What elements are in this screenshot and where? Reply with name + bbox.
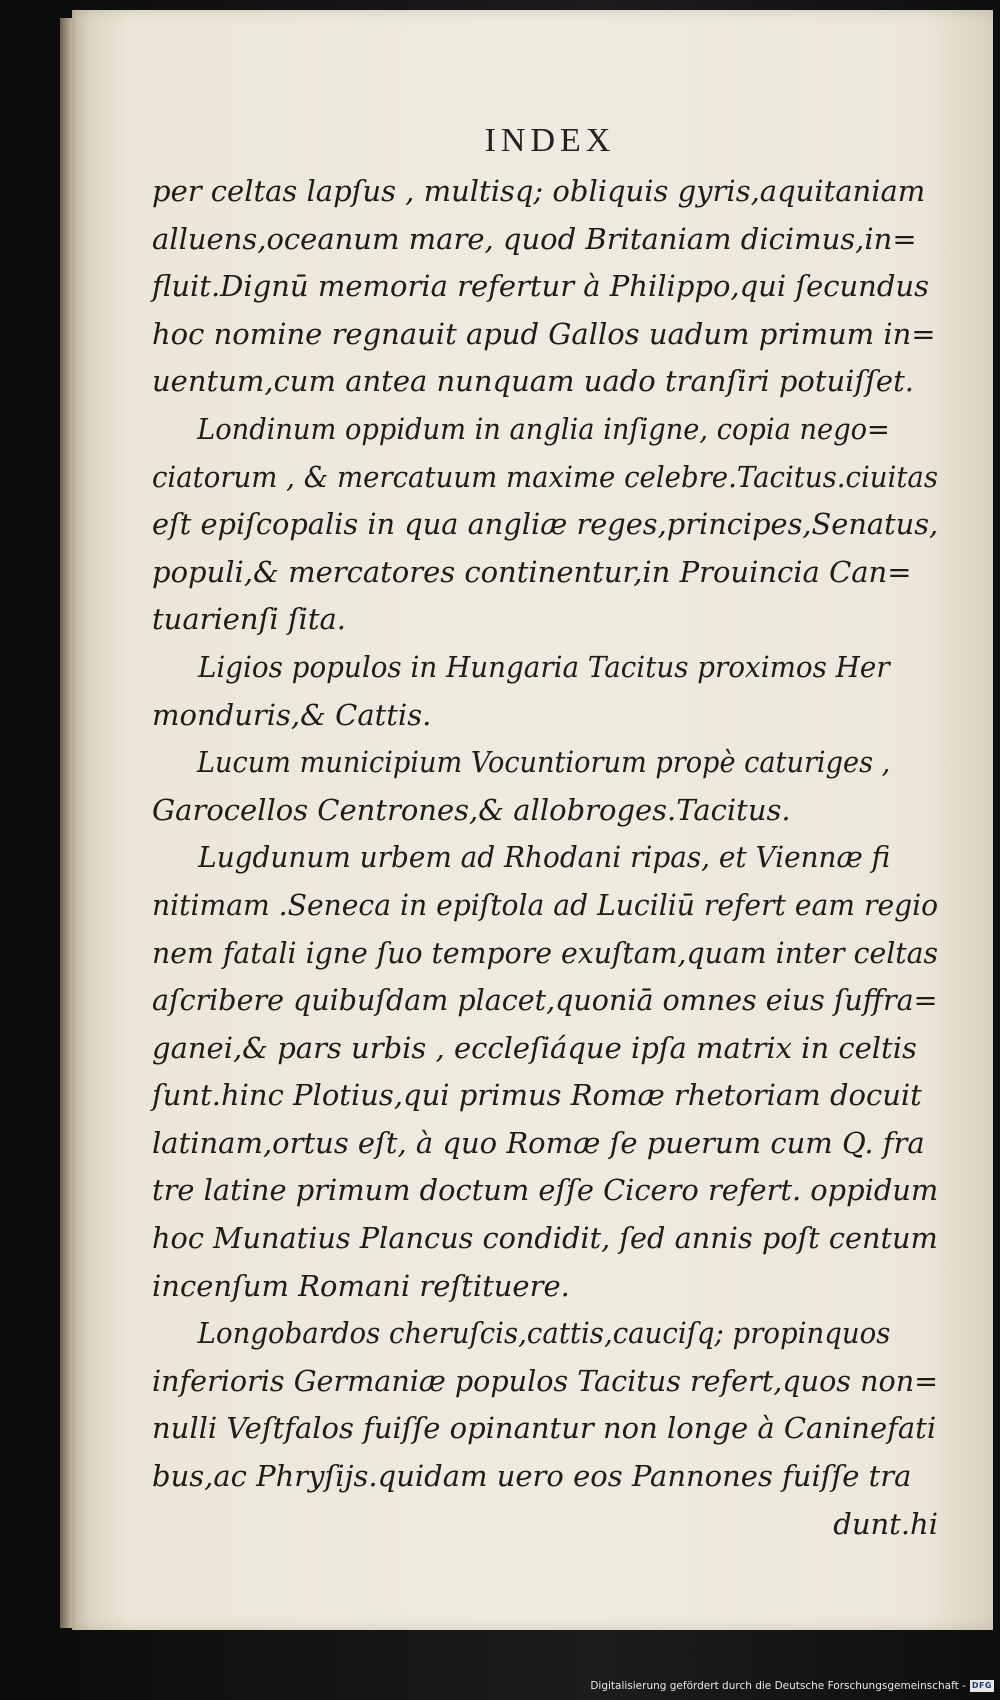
- text-line: nem fatali igne ſuo tempore exuſtam,quam inter celtas: [152, 935, 939, 970]
- text-line: fluit.Dignū memoria refertur à Philippo,qui ſecundus: [152, 269, 929, 304]
- text-line: aſcribere quibuſdam placet,quoniā omnes eius ſuffra=: [152, 983, 938, 1018]
- text-line: nulli Veſtfalos fuiſſe opinantur non longe à Caninefati: [152, 1411, 937, 1446]
- text-line: uentum,cum antea nunquam uado tranſiri potuiſſet.: [152, 364, 914, 399]
- catchword: dunt.hi: [833, 1506, 938, 1541]
- text-line: Londinum oppidum in anglia inſigne, copia nego=: [197, 411, 890, 446]
- text-line: monduris,& Cattis.: [152, 697, 432, 732]
- text-line: incenſum Romani reſtituere.: [152, 1268, 570, 1303]
- text-line: Lucum municipium Vocuntiorum propè caturiges ,: [196, 745, 891, 780]
- text-line: hoc nomine regnauit apud Gallos uadum primum in=: [152, 316, 936, 351]
- text-line: latinam,ortus eſt, à quo Romæ ſe puerum cum Q. fra: [152, 1125, 925, 1160]
- text-line: Ligios populos in Hungaria Tacitus proximos Her: [197, 649, 890, 684]
- text-line: tuarienſi ſita.: [152, 602, 346, 637]
- text-line: populi,& mercatores continentur,in Prouincia Can=: [152, 554, 912, 589]
- text-line: inferioris Germaniæ populos Tacitus refert,quos non=: [152, 1363, 939, 1398]
- page-text: [152, 168, 938, 1548]
- dfg-logo: DFG: [971, 1681, 992, 1690]
- text-line: Lugdunum urbem ad Rhodani ripas, et Viennæ fi: [198, 840, 891, 875]
- page-header: INDEX: [484, 122, 616, 159]
- text-line: tre latine primum doctum eſſe Cicero refert. oppidum: [152, 1173, 939, 1208]
- text-line: eſt epiſcopalis in qua angliæ reges,principes,Senatus,: [152, 507, 939, 542]
- text-line: ſunt.hinc Plotius,qui primus Romæ rhetoriam docuit: [152, 1078, 922, 1113]
- footer-credit: [590, 1680, 994, 1692]
- text-line: hoc Munatius Plancus condidit, ſed annis poſt centum: [152, 1221, 938, 1256]
- text-line: Garocellos Centrones,& allobroges.Tacitus.: [152, 792, 791, 827]
- footer-credit-text: Digitalisierung gefördert durch die Deutsche Forschungsgemeinschaft -: [590, 1680, 966, 1692]
- text-line: per celtas lapſus , multisq; obliquis gyris,aquitaniam: [152, 174, 926, 208]
- text-line: bus,ac Phryſijs.quidam uero eos Pannones fuiſſe tra: [152, 1459, 912, 1494]
- text-line: alluens,oceanum mare, quod Britaniam dicimus,in=: [152, 221, 917, 256]
- text-line: Longobardos cheruſcis,cattis,cauciſq; propinquos: [197, 1316, 891, 1351]
- text-line: ganei,& pars urbis , eccleſiáque ipſa matrix in celtis: [152, 1030, 917, 1065]
- text-line: ciatorum , & mercatuum maxime celebre.Tacitus.ciuitas: [152, 459, 938, 494]
- text-line: nitimam .Seneca in epiſtola ad Luciliū refert eam regio: [152, 887, 939, 922]
